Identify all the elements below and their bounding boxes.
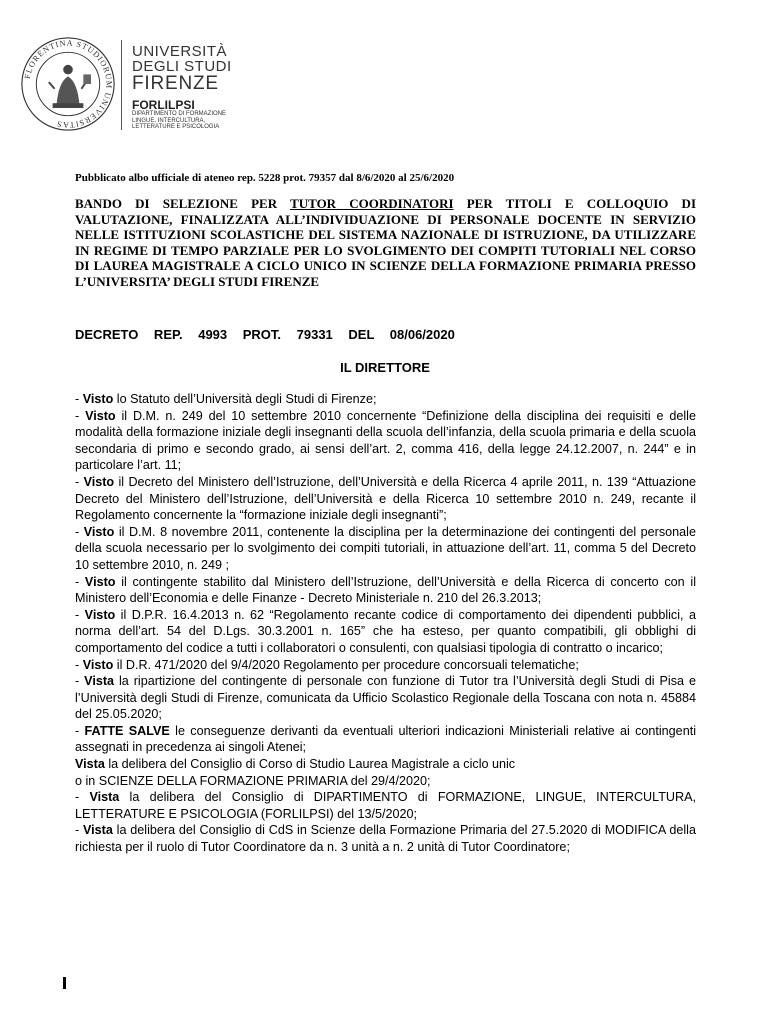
decree-reference: DECRETO REP. 4993 PROT. 79331 DEL 08/06/2020 <box>75 327 455 342</box>
paragraph-text: o in SCIENZE DELLA FORMAZIONE PRIMARIA del 29/4/2020; <box>75 773 431 788</box>
paragraph-prefix: - <box>75 408 86 423</box>
paragraph-text: le conseguenze derivanti da eventuali ulteriori indicazioni Ministeriali relative ai contingenti assegnati in precedenza ai singoli Atenei; <box>75 723 696 755</box>
paragraph-prefix: - <box>75 524 84 539</box>
paragraph <box>75 657 696 674</box>
paragraph-text: la delibera del Consiglio di DIPARTIMENTO di FORMAZIONE, LINGUE, INTERCULTURA, LETTERATURE E PSICOLOGIA (FORLILPSI) del 13/5/2020; <box>75 790 696 821</box>
paragraph-keyword: Visto <box>83 524 115 539</box>
university-name-block <box>132 44 232 131</box>
paragraph-keyword: Visto <box>82 392 114 406</box>
publication-note: Pubblicato albo ufficiale di ateneo rep. 5228 prot. 79357 dal 8/6/2020 al 25/6/2020 <box>75 172 455 184</box>
svg-text:FLORENTINA STUDIORUM UNIVERSIT: FLORENTINA STUDIORUM UNIVERSITAS <box>22 38 114 130</box>
department-line-3: LETTERATURE E PSICOLOGIA <box>132 124 220 130</box>
paragraph-prefix: - <box>75 790 90 805</box>
paragraph-text: il D.P.R. 16.4.2013 n. 62 “Regolamento recante codice di comportamento dei dipendenti pubblici, a norma dell’art. 54 del D.Lgs. 30.3.2001 n. 165” che ha esteso, per quanto compatibili, gli obblighi di comportamento del codice a tutti i collaboratori o consulenti, con qualsiasi tipologia di contratto o incarico; <box>75 607 696 655</box>
paragraph-prefix: - <box>75 674 85 689</box>
paragraph <box>75 822 696 855</box>
department-line-2: LINGUE, INTERCULTURA, <box>132 117 206 124</box>
paragraph-keyword: Visto <box>83 474 115 489</box>
paragraph <box>75 723 696 756</box>
university-line-2: DEGLI STUDI <box>132 58 232 75</box>
university-line-3: FIRENZE <box>132 73 219 94</box>
paragraph <box>75 789 696 822</box>
title-before: BANDO DI SELEZIONE PER <box>75 196 291 211</box>
document-title <box>75 196 696 290</box>
section-heading: IL DIRETTORE <box>340 360 430 375</box>
paragraph-text: il Decreto del Ministero dell’Istruzione, dell’Università e della Ricerca 4 aprile 2011, n. 139 “Attuazione Decreto del Ministero dell’Istruzione, dell’Università e della Ricerca 10 settembre 2010 n. 249, recante il Regolamento concernente la “formazione iniziale degli insegnanti”; <box>75 474 696 523</box>
paragraph-prefix: - <box>75 607 85 622</box>
paragraph-prefix: - <box>75 574 85 589</box>
paragraph-text: lo Statuto dell’Università degli Studi di Firenze; <box>113 392 377 406</box>
paragraph-text: la delibera del Consiglio di Corso di Studio Laurea Magistrale a ciclo unic <box>104 757 516 772</box>
paragraph-text: la ripartizione del contingente di personale con funzione di Tutor tra l’Università degli Studi di Pisa e l’Università degli Studi di Firenze, comunicata da Ufficio Scolastico Regionale della Toscana con nota n. 45884 del 25.05.2020; <box>75 674 696 722</box>
department-line-1: DIPARTIMENTO DI FORMAZIONE <box>132 111 227 117</box>
paragraph-prefix: - <box>75 392 83 406</box>
paragraph <box>75 474 696 524</box>
paragraph-text: il D.R. 471/2020 del 9/4/2020 Regolamento per procedure concorsuali telematiche; <box>113 657 579 672</box>
paragraph <box>75 756 696 773</box>
document-body <box>75 391 696 856</box>
university-seal-logo <box>20 36 116 132</box>
paragraph-keyword: Vista <box>89 790 120 805</box>
paragraph-prefix: - <box>75 823 83 838</box>
title-underlined: TUTOR COORDINATORI <box>290 196 454 211</box>
paragraph-text: la delibera del Consiglio di CdS in Scienze della Formazione Primaria del 27.5.2020 di MODIFICA della richiesta per il ruolo di Tutor Coordinatore da n. 3 unità a n. 2 unità di Tutor Coordinatore; <box>75 823 696 855</box>
paragraph <box>75 773 696 790</box>
paragraph <box>75 607 696 657</box>
paragraph-keyword: Vista <box>84 674 115 689</box>
header-divider <box>121 40 122 130</box>
title-after: PER TITOLI E COLLOQUIO DI VALUTAZIONE, FINALIZZATA ALL’INDIVIDUAZIONE DI PERSONALE DOCENTE IN SERVIZIO NELLE ISTITUZIONI SCOLASTICHE DEL SISTEMA NAZIONALE DI ISTRUZIONE, DA UTILIZZARE IN REGIME DI TEMPO PARZIALE PER LO SVOLGIMENTO DEI COMPITI TUTORIALI NEL CORSO DI LAUREA MAGISTRALE A CICLO UNICO IN SCIENZE DELLA FORMAZIONE PRIMARIA PRESSO L’UNIVERSITA’ DEGLI STUDI FIRENZE <box>75 196 697 289</box>
paragraph-keyword: FATTE SALVE <box>84 723 170 738</box>
department-acronym: FORLILPSI <box>132 98 195 112</box>
paragraph <box>75 673 696 723</box>
paragraph-text: il contingente stabilito dal Ministero dell’Istruzione, dell’Università e della Ricerca di concerto con il Ministero dell’Economia e delle Finanze - Decreto Ministeriale n. 210 del 26.3.2013; <box>75 574 696 606</box>
paragraph <box>75 391 696 408</box>
paragraph-prefix: - <box>75 657 83 672</box>
paragraph-keyword: Visto <box>84 607 116 622</box>
paragraph-keyword: Vista <box>83 823 113 838</box>
paragraph-prefix: - <box>75 474 84 489</box>
paragraph <box>75 524 696 574</box>
paragraph-keyword: Visto <box>85 408 116 423</box>
paragraph-text: il D.M. n. 249 del 10 settembre 2010 concernente “Definizione della disciplina dei requisiti e delle modalità della formazione iniziale degli insegnanti della scuola dell’infanzia, della scuola primaria e della scuola secondaria di primo e secondo grado, ai sensi dell’art. 2, comma 416, della legge 24.12.2007, n. 244” e in particolare l’art. 11; <box>75 408 696 473</box>
paragraph-prefix: - <box>75 723 85 738</box>
paragraph <box>75 574 696 607</box>
paragraph-keyword: Vista <box>75 757 105 772</box>
page-mark <box>63 977 66 989</box>
paragraph-keyword: Visto <box>82 657 114 672</box>
paragraph-keyword: Visto <box>84 574 116 589</box>
university-line-1: UNIVERSITÀ <box>132 43 228 60</box>
paragraph <box>75 408 696 474</box>
paragraph-text: il D.M. 8 novembre 2011, contenente la disciplina per la determinazione dei contingenti del personale della scuola necessario per lo svolgimento dei compiti tutoriali, in attuazione dell’art. 11, comma 5 del Decreto 10 settembre 2010, n. 249 ; <box>75 524 696 572</box>
